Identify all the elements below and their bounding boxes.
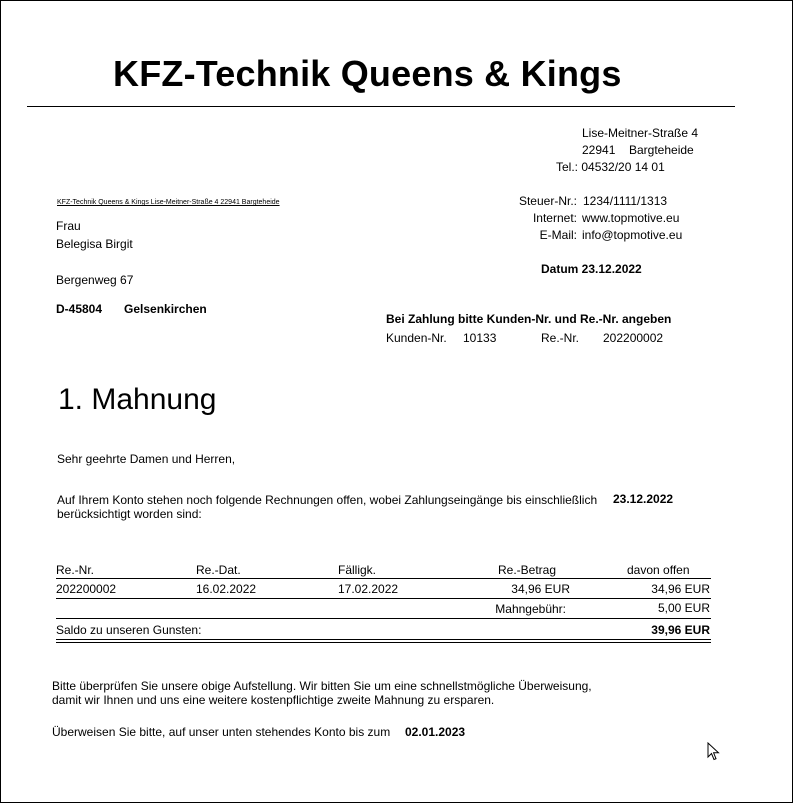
transfer-text: Überweisen Sie bitte, auf unser unten stehendes Konto bis zum: [52, 725, 391, 739]
transfer-date: 02.01.2023: [405, 725, 466, 739]
table-header-invoice-amount: Re.-Betrag: [498, 563, 557, 577]
company-title: KFZ-Technik Queens & Kings: [113, 53, 622, 94]
document-date: Datum 23.12.2022: [541, 262, 642, 276]
table-row-outstanding: 34,96 EUR: [651, 582, 710, 596]
document-title: 1. Mahnung: [58, 383, 217, 416]
return-address-line: KFZ-Technik Queens & Kings Lise-Meitner-Straße 4 22941 Bargteheide: [57, 199, 280, 206]
intro-line-2: berücksichtigt worden sind:: [57, 507, 202, 521]
recipient-street: Bergenweg 67: [56, 273, 134, 287]
fee-rule: [56, 618, 711, 619]
intro-date: 23.12.2022: [613, 492, 674, 506]
steuer-value: 1234/1111/1313: [583, 194, 668, 208]
recipient-salutation: Frau: [56, 219, 81, 233]
table-header-outstanding: davon offen: [627, 563, 690, 577]
closing-line-2: damit wir Ihnen und uns eine weitere kostenpflichtige zweite Mahnung zu ersparen.: [52, 693, 495, 707]
table-header-rule: [56, 578, 711, 579]
saldo-value: 39,96 EUR: [651, 623, 710, 637]
email-value: info@topmotive.eu: [582, 228, 683, 242]
table-row-due-date: 17.02.2022: [338, 582, 399, 596]
saldo-rule-bottom: [56, 642, 711, 643]
internet-value: www.topmotive.eu: [582, 211, 680, 225]
recipient-city: Gelsenkirchen: [124, 302, 207, 316]
saldo-rule-top: [56, 639, 711, 640]
sender-city: Bargteheide: [629, 143, 694, 157]
table-header-invoice-date: Re.-Dat.: [196, 563, 241, 577]
invoice-number-label: Re.-Nr.: [541, 331, 580, 345]
invoice-number-value: 202200002: [603, 331, 664, 345]
recipient-name: Belegisa Birgit: [56, 237, 133, 251]
greeting: Sehr geehrte Damen und Herren,: [57, 452, 236, 466]
mouse-cursor-icon: [707, 742, 721, 762]
customer-number-label: Kunden-Nr.: [386, 331, 447, 345]
fee-value: 5,00 EUR: [657, 601, 710, 615]
payment-reference-note: Bei Zahlung bitte Kunden-Nr. und Re.-Nr. angeben: [386, 312, 672, 326]
header-rule: [27, 106, 735, 107]
customer-number-value: 10133: [463, 331, 497, 345]
sender-street: Lise-Meitner-Straße 4: [582, 126, 699, 140]
internet-label: Internet:: [532, 211, 577, 225]
table-header-invoice-number: Re.-Nr.: [56, 563, 95, 577]
sender-tel: Tel.: 04532/20 14 01: [556, 160, 665, 174]
table-row-rule: [56, 598, 711, 599]
closing-line-1: Bitte überprüfen Sie unsere obige Aufstellung. Wir bitten Sie um eine schnellstmögliche Überweisung,: [52, 679, 592, 693]
table-row-invoice-date: 16.02.2022: [196, 582, 257, 596]
saldo-label: Saldo zu unseren Gunsten:: [56, 623, 202, 637]
table-header-due-date: Fälligk.: [338, 563, 377, 577]
table-row-invoice-amount: 34,96 EUR: [511, 582, 570, 596]
table-row-invoice-number: 202200002: [56, 582, 117, 596]
email-label: E-Mail:: [539, 228, 577, 242]
sender-zip: 22941: [582, 143, 616, 157]
recipient-zip: D-45804: [56, 302, 103, 316]
steuer-label: Steuer-Nr.:: [518, 194, 577, 208]
intro-line-1: Auf Ihrem Konto stehen noch folgende Rechnungen offen, wobei Zahlungseingänge bis einschließlich: [57, 493, 598, 507]
fee-label: Mahngebühr:: [495, 602, 566, 616]
